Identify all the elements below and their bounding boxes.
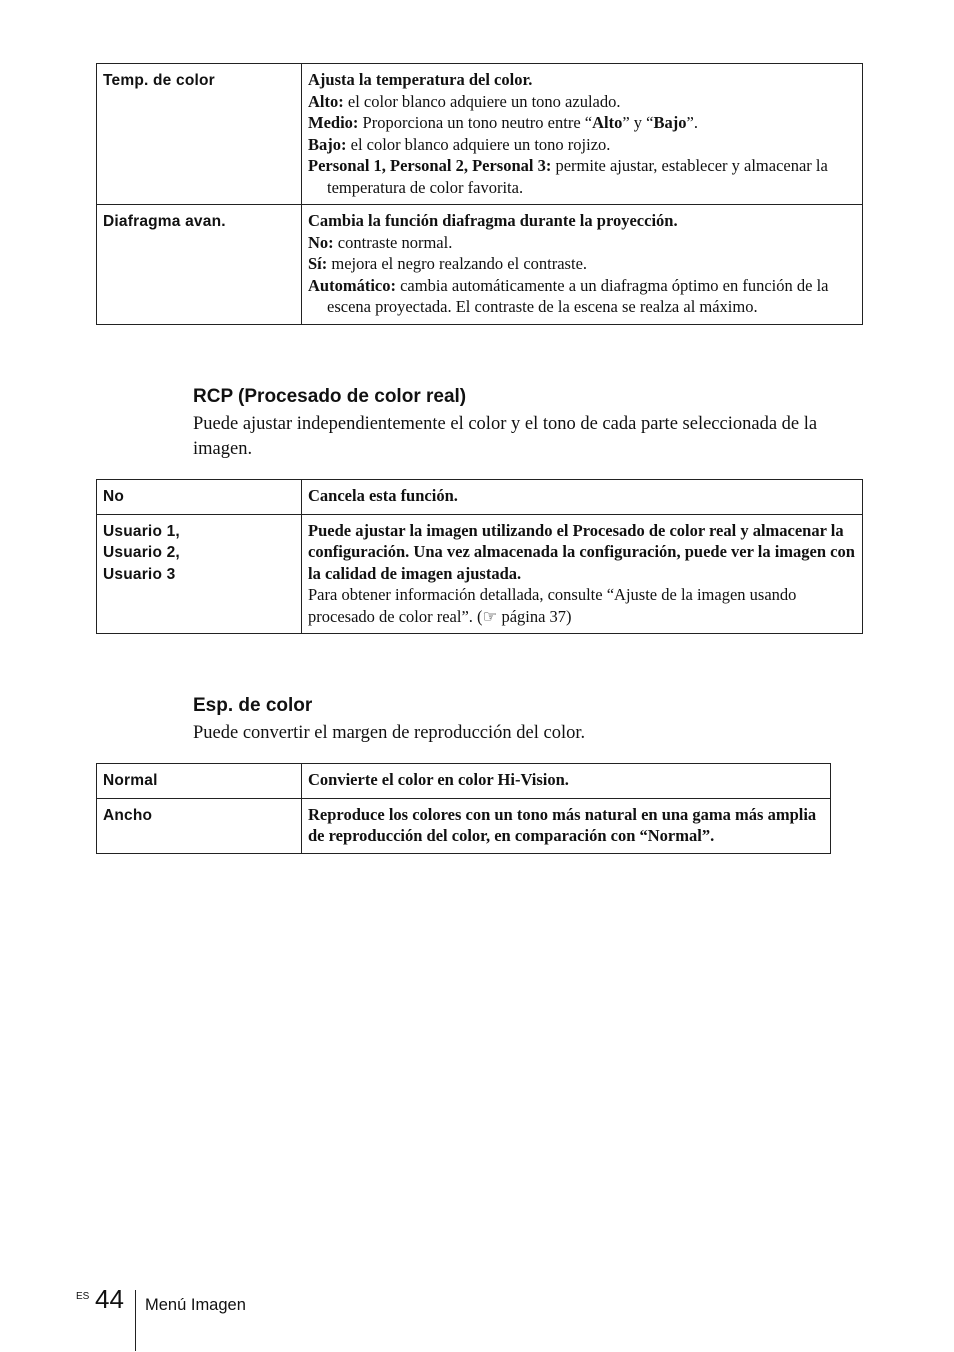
option-description: Reproduce los colores con un tono más natural en una gama más amplia de reproducción del color, en comparación con “Normal”. bbox=[302, 798, 831, 853]
list-item: Automático: cambia automáticamente a un diafragma óptimo en función de la escena proyectada. El contraste de la escena se realza al máximo. bbox=[308, 275, 829, 316]
list-item: Sí: mejora el negro realzando el contraste. bbox=[308, 254, 588, 273]
option-name: Temp. de color bbox=[97, 64, 302, 205]
language-code: ES bbox=[76, 1291, 90, 1302]
list-item: Personal 1, Personal 2, Personal 3: permite ajustar, establecer y almacenar la temperatura de color favorita. bbox=[308, 156, 828, 197]
page-reference-icon: ☞ bbox=[482, 606, 498, 626]
section-description-esp: Puede convertir el margen de reproducción del color. bbox=[193, 723, 586, 743]
page-footer bbox=[0, 1284, 400, 1351]
option-name: Ancho bbox=[97, 798, 302, 853]
option-name: No bbox=[97, 480, 302, 515]
footer-divider bbox=[135, 1290, 136, 1351]
option-description: Convierte el color en color Hi-Vision. bbox=[302, 764, 831, 799]
table-row bbox=[97, 64, 863, 205]
table-row bbox=[97, 205, 863, 325]
list-item: Alto: el color blanco adquiere un tono azulado. bbox=[308, 91, 621, 111]
option-description: Puede ajustar la imagen utilizando el Procesado de color real y almacenar la configuración. Una vez almacenada la configuración, puede ver la imagen con la calidad de imagen ajustada. Para obtener información detallada, consulte “Ajuste de la imagen usando procesado de color real”. (☞ página 37) bbox=[302, 514, 863, 634]
color-space-table bbox=[96, 763, 831, 854]
table-row bbox=[97, 514, 863, 634]
option-description: Cancela esta función. bbox=[302, 480, 863, 515]
section-heading-esp: Esp. de color bbox=[193, 695, 313, 716]
table-row bbox=[97, 764, 831, 799]
list-item: Bajo: el color blanco adquiere un tono rojizo. bbox=[308, 134, 611, 154]
list-item: Medio: Proporciona un tono neutro entre “Alto” y “Bajo”. bbox=[308, 113, 698, 132]
footer-section-name: Menú Imagen bbox=[145, 1296, 246, 1314]
option-description: Ajusta la temperatura del color. Alto: el color blanco adquiere un tono azulado. Medio: Proporciona un tono neutro entre “Alto” y “Bajo”. Bajo: el color blanco adquiere un tono rojizo. Personal 1, Personal 2, Personal 3: permite ajustar, establecer y almacenar la temperatura de color favorita. bbox=[302, 64, 863, 205]
option-description: Cambia la función diafragma durante la proyección. No: contraste normal. Sí: mejora el negro realzando el contraste. Automático: cambia automáticamente a un diafragma óptimo en función de la escena proyectada. El contraste de la escena se realza al máximo. bbox=[302, 205, 863, 325]
option-name: Normal bbox=[97, 764, 302, 799]
section-heading-rcp: RCP (Procesado de color real) bbox=[193, 386, 467, 407]
page-number: 44 bbox=[95, 1284, 124, 1314]
rcp-table bbox=[96, 479, 863, 634]
list-item: No: contraste normal. bbox=[308, 232, 453, 252]
reference-note: Para obtener información detallada, consulte “Ajuste de la imagen usando procesado de color real”. (☞ página 37) bbox=[308, 585, 797, 626]
option-name: Diafragma avan. bbox=[97, 205, 302, 325]
option-name: Usuario 1, Usuario 2, Usuario 3 bbox=[97, 514, 302, 634]
table-row bbox=[97, 480, 863, 515]
section-description-rcp: Puede ajustar independientemente el color y el tono de cada parte seleccionada de la imagen. bbox=[193, 414, 818, 459]
color-settings-table bbox=[96, 63, 863, 325]
table-row bbox=[97, 798, 831, 853]
